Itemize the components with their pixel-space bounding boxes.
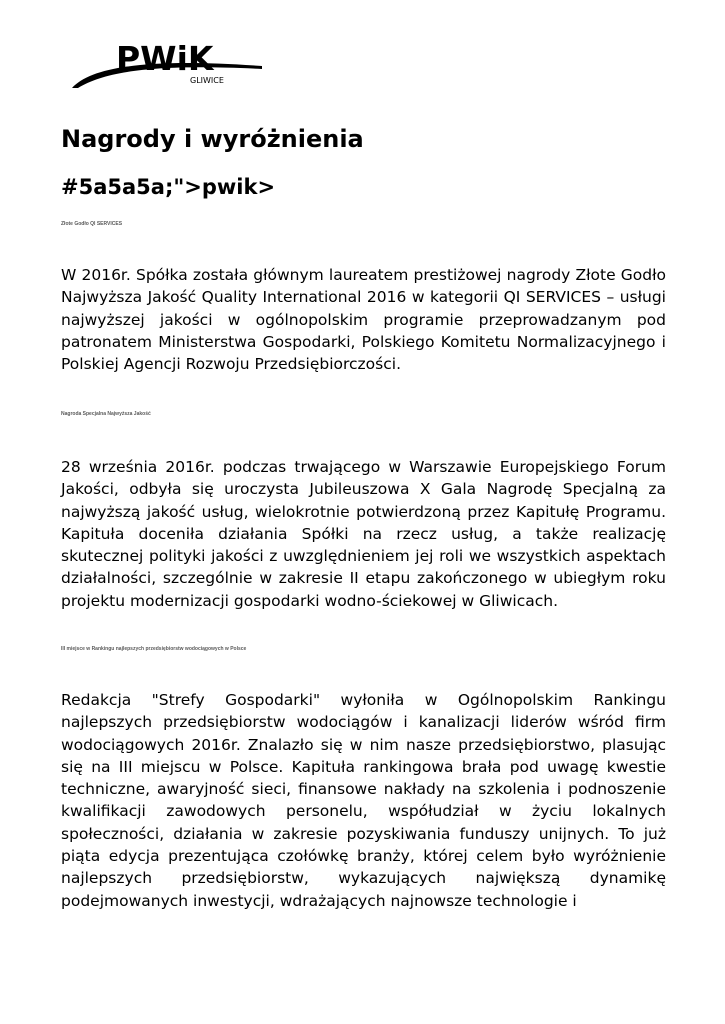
section-text-ranking: Redakcja "Strefy Gospodarki" wyłoniła w Ogólnopolskim Rankingu najlepszych przedsiębiorstw wodociągów i kanalizacji liderów wśród firm wodociągowych 2016r. Znalazło się w nim nasze przedsiębiorstwo, plasując się na III miejscu w Polsce. Kapituła rankingowa brała pod uwagę kwestie techniczne, awaryjność sieci, finansowe nakłady na szkolenia i podnoszenie kwalifikacji zawodowych personelu, współudział w życiu lokalnych społeczności, działania w zakresie pozyskiwania funduszy unijnych. To już piąta edycja prezentująca czołówkę branży, której celem było wyróżnienie najlepszych przedsiębiorstw, wykazujących największą dynamikę podejmowanych inwestycji, wdrażających najnowsze technologie i — [61, 691, 666, 910]
page-subtitle: #5a5a5a;">pwik> — [61, 175, 276, 199]
section-caption-special-award: Nagroda Specjalna Najwyższa Jakość — [61, 411, 151, 417]
section-text-qi-services: W 2016r. Spółka została głównym laureatem prestiżowej nagrody Złote Godło Najwyższa Jakość Quality International 2016 w kategorii QI SERVICES – usługi najwyższej jakości w ogólnopolskim programie przeprowadzanym pod patronatem Ministerstwa Gospodarki, Polskiego Komitetu Normalizacyjnego i Polskiej Agencji Rozwoju Przedsiębiorczości. — [61, 266, 666, 374]
section-caption-ranking: III miejsce w Rankingu najlepszych przedsiębiorstw wodociągowych w Polsce — [61, 646, 247, 652]
page-title: Nagrody i wyróżnienia — [61, 125, 364, 153]
logo-subtext: GLIWICE — [190, 76, 224, 85]
pwik-logo-icon — [72, 36, 264, 92]
section-text-special-award: 28 września 2016r. podczas trwającego w Warszawie Europejskiego Forum Jakości, odbyła się uroczysta Jubileuszowa X Gala Nagrodę Specjalną za najwyższą jakość usług, wielokrotnie potwierdzoną przez Kapitułę Programu. Kapituła doceniła działania Spółki na rzecz usług, a także realizację skutecznej polityki jakości z uwzględnieniem jej roli we wszystkich aspektach działalności, szczególnie w zakresie II etapu zakończonego w ubiegłym roku projektu modernizacji gospodarki wodno-ściekowej w Gliwicach. — [61, 458, 666, 610]
pwik-logo — [72, 36, 264, 92]
logo-text: PWiK — [116, 39, 214, 78]
section-caption-qi-services: Złote Godło QI SERVICES — [61, 221, 123, 227]
